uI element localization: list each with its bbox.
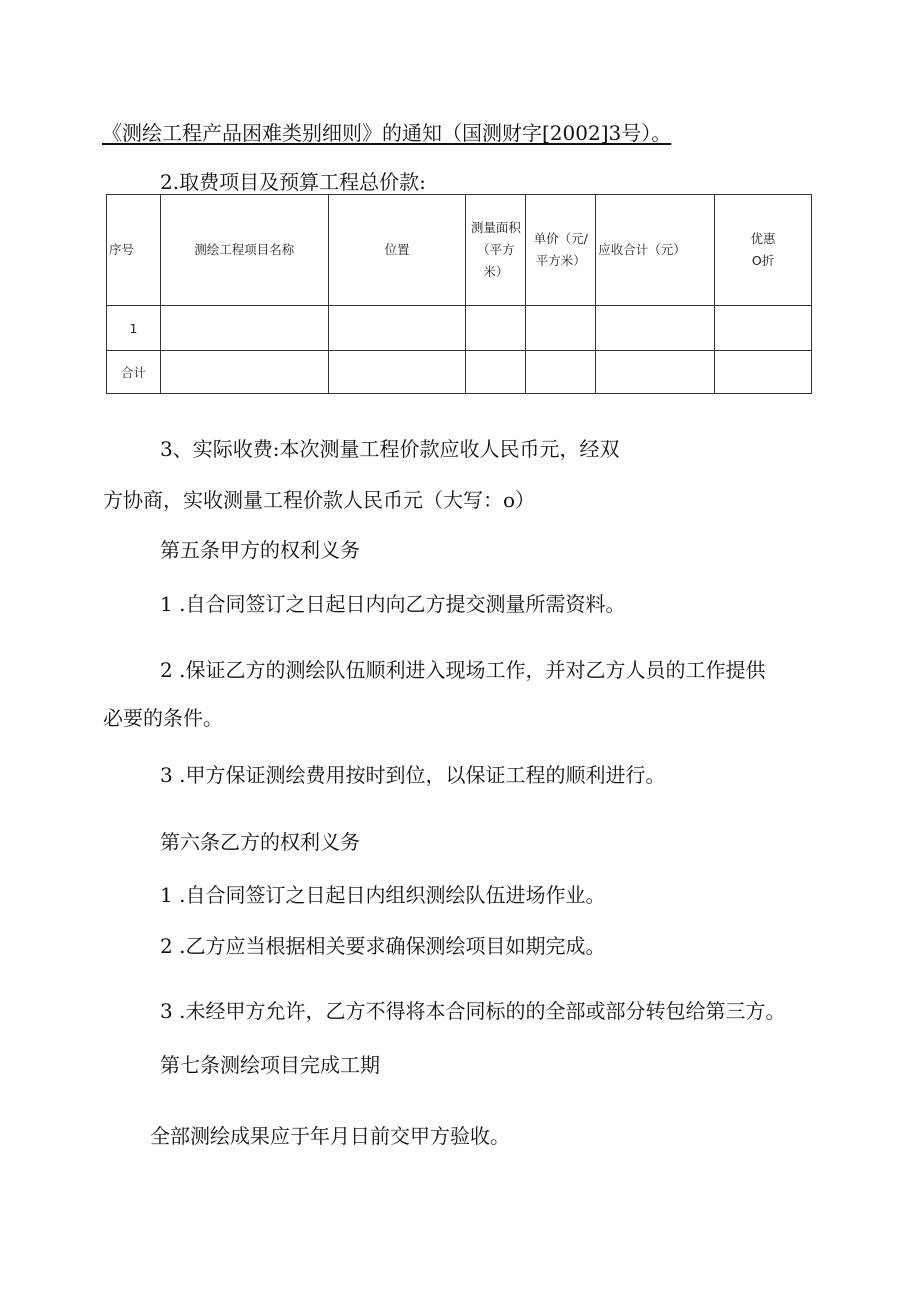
article7-text: 全部测绘成果应于年月日前交甲方验收。 xyxy=(150,1124,510,1148)
article6-item3: 3 .未经甲方允许，乙方不得将本合同标的的全部或部分转包给第三方。 xyxy=(160,999,786,1023)
header-unit-price xyxy=(526,195,596,306)
header-area-line1: 测量面积 xyxy=(470,220,521,235)
row1-area-cell xyxy=(466,306,526,351)
table-row xyxy=(107,306,812,351)
total-price-cell xyxy=(526,351,596,394)
actual-fee-line2: 方协商，实收测量工程价款人民币元（大写：o） xyxy=(103,488,536,512)
header-unit-price-line1: 单价（元/ xyxy=(533,231,588,246)
table-total-row xyxy=(107,351,812,394)
header-location: 位置 xyxy=(328,195,466,306)
actual-fee-line1: 3、实际收费:本次测量工程价款应收人民币元，经双 xyxy=(160,437,620,461)
row1-location-cell xyxy=(328,306,466,351)
article5-title: 第五条甲方的权利义务 xyxy=(160,538,360,562)
row1-receivable-cell xyxy=(596,306,715,351)
total-label: 合计 xyxy=(107,351,161,394)
fee-items-heading: 2.取费项目及预算工程总价款: xyxy=(160,170,426,194)
article5-item2-line1: 2 .保证乙方的测绘队伍顺利进入现场工作，并对乙方人员的工作提供 xyxy=(160,658,766,682)
row1-discount-cell xyxy=(715,306,812,351)
header-area xyxy=(466,195,526,306)
header-area-line3: 米） xyxy=(483,264,509,279)
fee-table xyxy=(106,194,812,394)
article5-item2-line2: 必要的条件。 xyxy=(103,706,223,730)
article5-item1: 1 .自合同签订之日起日内向乙方提交测量所需资料。 xyxy=(160,592,626,616)
header-discount-line2: O折 xyxy=(751,253,775,268)
article6-item1: 1 .自合同签订之日起日内组织测绘队伍进场作业。 xyxy=(160,883,606,907)
header-unit-price-line2: 平方米） xyxy=(535,253,586,268)
total-area-cell xyxy=(466,351,526,394)
header-seq: 序号 xyxy=(107,195,161,306)
total-discount-cell xyxy=(715,351,812,394)
total-name-cell xyxy=(160,351,328,394)
total-location-cell xyxy=(328,351,466,394)
table-header-row xyxy=(107,195,812,306)
article6-title: 第六条乙方的权利义务 xyxy=(160,830,360,854)
article5-item3: 3 .甲方保证测绘费用按时到位，以保证工程的顺利进行。 xyxy=(160,763,666,787)
row1-name-cell xyxy=(160,306,328,351)
article6-item2: 2 .乙方应当根据相关要求确保测绘项目如期完成。 xyxy=(160,934,606,958)
header-discount xyxy=(715,195,812,306)
header-receivable: 应收合计（元） xyxy=(596,195,715,306)
header-discount-line1: 优惠 xyxy=(750,231,776,246)
article7-title: 第七条测绘项目完成工期 xyxy=(160,1053,380,1077)
header-project-name: 测绘工程项目名称 xyxy=(160,195,328,306)
row1-price-cell xyxy=(526,306,596,351)
total-receivable-cell xyxy=(596,351,715,394)
header-area-line2: （平方 xyxy=(477,242,515,257)
row1-seq: 1 xyxy=(107,306,161,351)
notice-reference-line: 《测绘工程产品困难类别细则》的通知（国测财字[2002]3号）。 xyxy=(102,121,672,145)
